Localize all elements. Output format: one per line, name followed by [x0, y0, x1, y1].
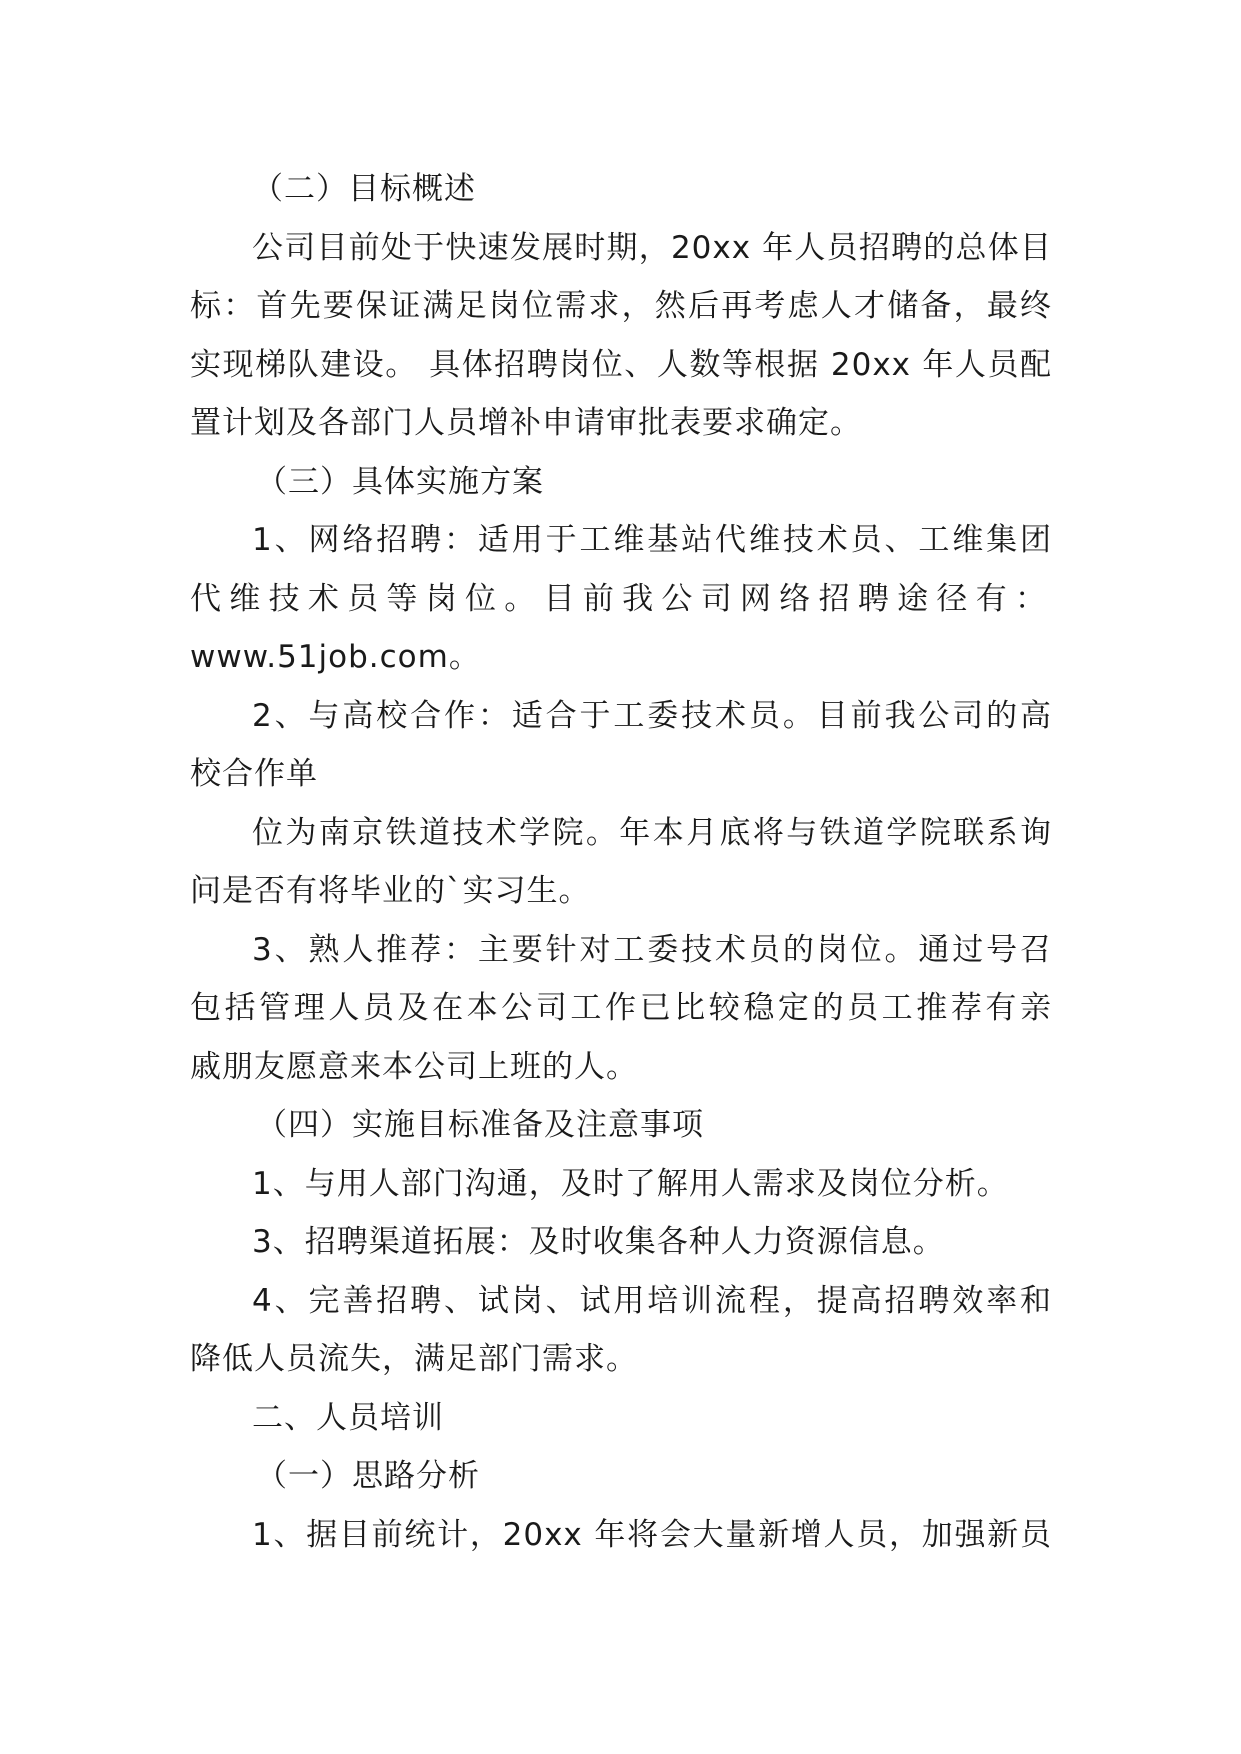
document-body	[190, 160, 1052, 1564]
paragraph-line: 代维技术员等岗位。目前我公司网络招聘途径有：	[190, 580, 1052, 617]
section-heading-preparation-notes: （四）实施目标准备及注意事项	[256, 1107, 704, 1143]
paragraph-line: 公司目前处于快速发展时期，20xx 年人员招聘的总体目	[252, 229, 1052, 266]
paragraph-line: www.51job.com。	[190, 639, 481, 675]
chapter-heading-staff-training: 二、人员培训	[252, 1399, 444, 1436]
paragraph-line: 校合作单	[190, 756, 318, 792]
paragraph-line: 1、据目前统计，20xx 年将会大量新增人员，加强新员	[252, 1516, 1052, 1553]
paragraph-line: 置计划及各部门人员增补申请审批表要求确定。	[190, 405, 862, 441]
paragraph-line: 问是否有将毕业的`实习生。	[190, 873, 591, 909]
paragraph-line: 3、熟人推荐：主要针对工委技术员的岗位。通过号召	[252, 931, 1052, 968]
paragraph-line: 实现梯队建设。 具体招聘岗位、人数等根据 20xx 年人员配	[190, 346, 1052, 383]
paragraph-line: 标：首先要保证满足岗位需求，然后再考虑人才储备，最终	[190, 288, 1052, 324]
section-heading-analysis: （一）思路分析	[256, 1458, 480, 1494]
paragraph-line: 1、与用人部门沟通，及时了解用人需求及岗位分析。	[252, 1165, 1009, 1202]
paragraph-line: 1、网络招聘：适用于工维基站代维技术员、工维集团	[252, 522, 1052, 558]
paragraph-line: 2、与高校合作：适合于工委技术员。目前我公司的高	[252, 697, 1052, 734]
section-heading-goal-overview: （二）目标概述	[252, 171, 476, 207]
paragraph-line: 包括管理人员及在本公司工作已比较稳定的员工推荐有亲	[190, 990, 1052, 1026]
paragraph-line: 4、完善招聘、试岗、试用培训流程，提高招聘效率和	[252, 1282, 1052, 1319]
paragraph-line: 降低人员流失，满足部门需求。	[190, 1341, 638, 1377]
paragraph-line: 3、招聘渠道拓展：及时收集各种人力资源信息。	[252, 1224, 945, 1260]
paragraph-line: 位为南京铁道技术学院。年本月底将与铁道学院联系询	[252, 814, 1052, 851]
paragraph-line: 戚朋友愿意来本公司上班的人。	[190, 1048, 638, 1085]
section-heading-implementation-plan: （三）具体实施方案	[256, 463, 544, 500]
